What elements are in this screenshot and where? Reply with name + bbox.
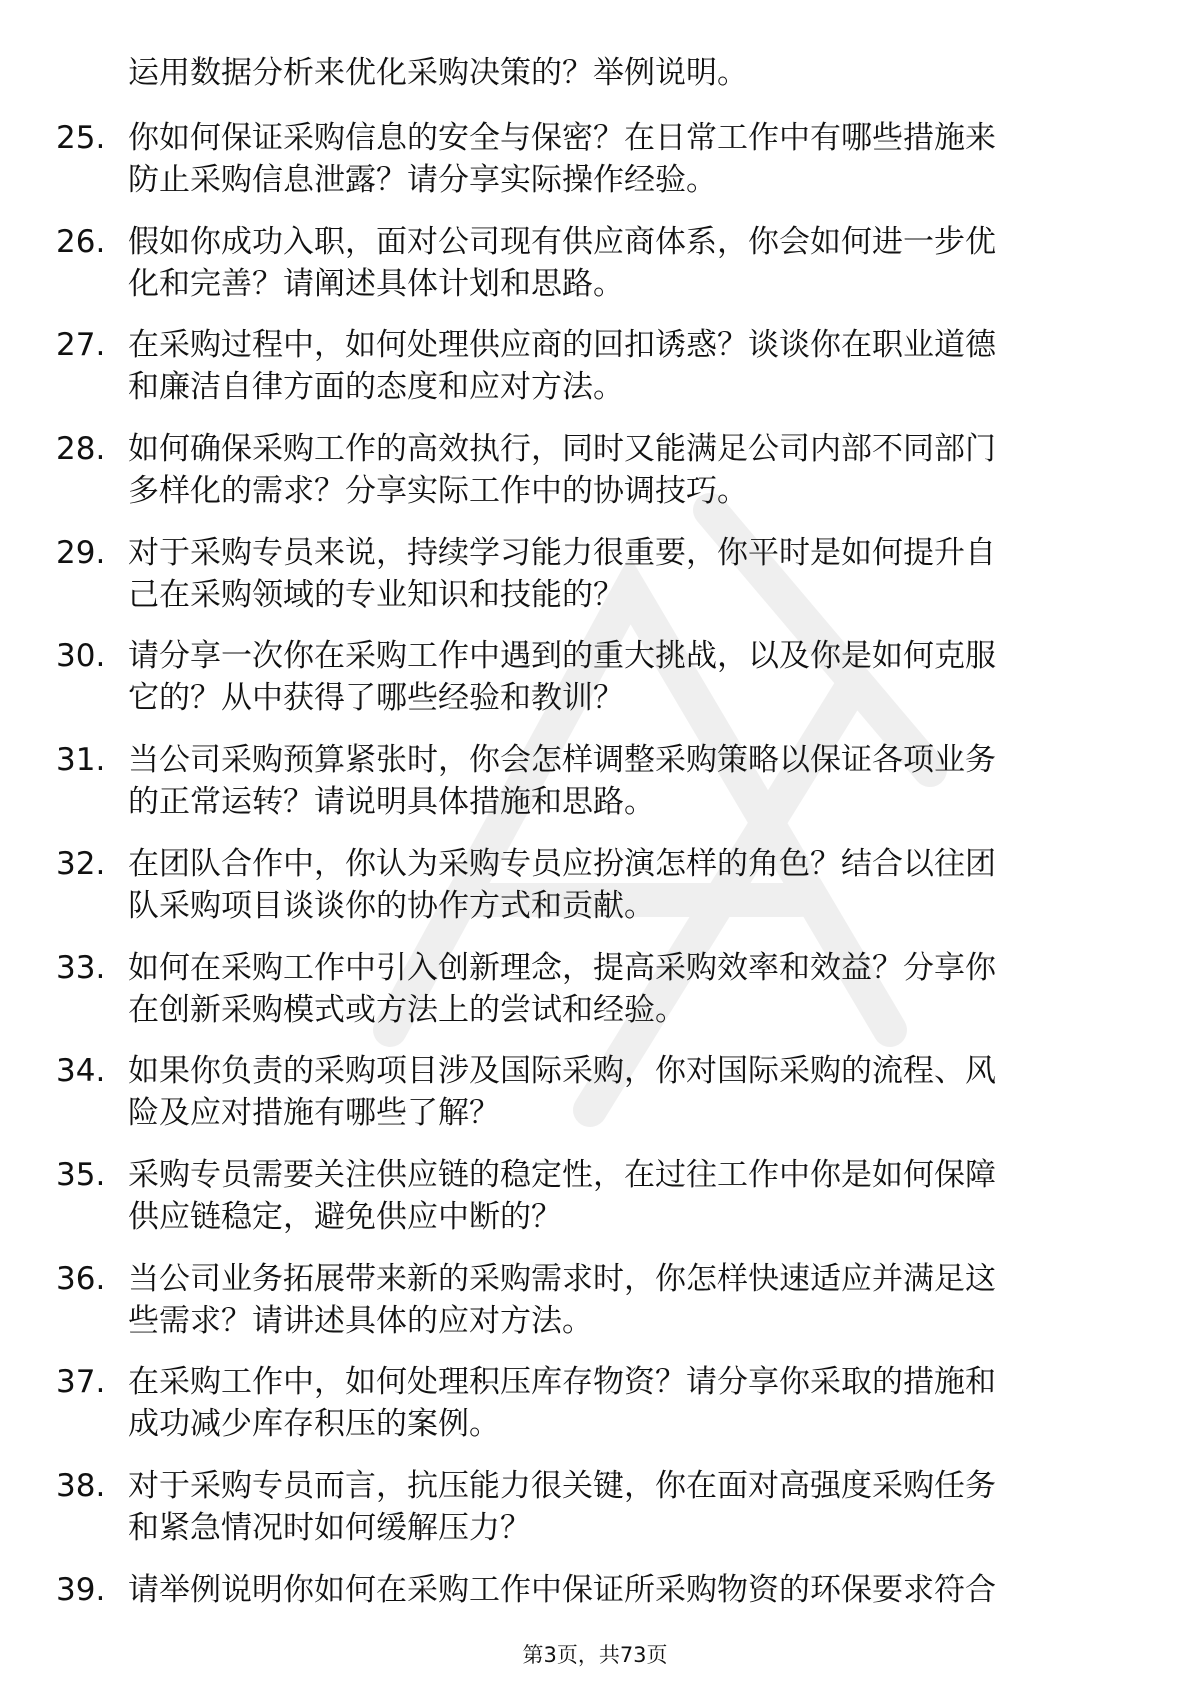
continued-question-text: 运用数据分析来优化采购决策的？举例说明。 — [128, 55, 748, 91]
question-list — [0, 117, 1190, 1672]
question-text-line: 在采购过程中，如何处理供应商的回扣诱惑？谈谈你在职业道德 — [128, 327, 996, 364]
question-number: 25. — [56, 120, 106, 156]
question-item — [0, 1258, 1190, 1362]
question-item — [0, 1050, 1190, 1154]
question-text — [128, 1050, 1113, 1134]
question-number: 32. — [56, 845, 106, 882]
question-text — [128, 843, 1113, 927]
question-text-line: 请分享一次你在采购工作中遇到的重大挑战，以及你是如何克服 — [128, 638, 996, 675]
question-text-line: 成功减少库存积压的案例。 — [128, 1406, 500, 1443]
question-text-line: 它的？从中获得了哪些经验和教训？ — [128, 680, 624, 717]
question-number: 33. — [56, 949, 106, 986]
question-text — [128, 1154, 1113, 1238]
question-number: 26. — [56, 223, 106, 260]
question-number: 37. — [56, 1364, 106, 1401]
question-text — [128, 1361, 1113, 1445]
question-text — [128, 221, 1113, 305]
question-text — [128, 739, 1113, 823]
question-text — [128, 117, 1113, 201]
question-item — [0, 843, 1190, 947]
question-item — [0, 1361, 1190, 1465]
question-text-line: 当公司业务拓展带来新的采购需求时，你怎样快速适应并满足这 — [128, 1260, 996, 1297]
question-text-line: 和紧急情况时如何缓解压力？ — [128, 1509, 531, 1546]
question-item — [0, 739, 1190, 843]
question-text — [128, 1465, 1113, 1549]
question-number: 39. — [56, 1571, 106, 1608]
question-number: 28. — [56, 431, 106, 468]
question-text-line: 供应链稳定，避免供应中断的？ — [128, 1198, 562, 1235]
question-text-line: 己在采购领域的专业知识和技能的？ — [128, 576, 624, 613]
question-item — [0, 1465, 1190, 1569]
question-text-line: 对于采购专员而言，抗压能力很关键，你在面对高强度采购任务 — [128, 1467, 996, 1504]
question-text-line: 如何在采购工作中引入创新理念，提高采购效率和效益？分享你 — [128, 949, 996, 986]
question-item — [0, 1154, 1190, 1258]
question-number: 34. — [56, 1053, 106, 1090]
question-item — [0, 221, 1190, 325]
question-text-line: 和廉洁自律方面的态度和应对方法。 — [128, 369, 624, 406]
question-number: 35. — [56, 1156, 106, 1193]
question-text-line: 在采购工作中，如何处理积压库存物资？请分享你采取的措施和 — [128, 1364, 996, 1401]
question-text-line: 采购专员需要关注供应链的稳定性，在过往工作中你是如何保障 — [128, 1156, 996, 1193]
question-text — [128, 1569, 1113, 1611]
question-item — [0, 947, 1190, 1051]
question-text-line: 当公司采购预算紧张时，你会怎样调整采购策略以保证各项业务 — [128, 742, 996, 779]
question-text-line: 险及应对措施有哪些了解？ — [128, 1095, 500, 1132]
question-text-line: 在团队合作中，你认为采购专员应扮演怎样的角色？结合以往团 — [128, 845, 996, 882]
question-text-line: 如何确保采购工作的高效执行，同时又能满足公司内部不同部门 — [128, 431, 996, 468]
question-number: 31. — [56, 742, 106, 779]
question-text — [128, 1258, 1113, 1342]
question-text-line: 请举例说明你如何在采购工作中保证所采购物资的环保要求符合 — [128, 1571, 996, 1608]
question-text-line: 队采购项目谈谈你的协作方式和贡献。 — [128, 887, 655, 924]
page-footer: 第3页，共73页 — [522, 1643, 668, 1667]
question-item — [0, 117, 1190, 221]
question-item — [0, 532, 1190, 636]
question-text-line: 如果你负责的采购项目涉及国际采购，你对国际采购的流程、风 — [128, 1053, 996, 1090]
question-text — [128, 428, 1113, 512]
question-text-line: 你如何保证采购信息的安全与保密？在日常工作中有哪些措施来 — [128, 120, 996, 156]
question-number: 30. — [56, 638, 106, 675]
question-text — [128, 532, 1113, 616]
question-text-line: 假如你成功入职，面对公司现有供应商体系，你会如何进一步优 — [128, 223, 996, 260]
question-number: 27. — [56, 327, 106, 364]
question-item — [0, 428, 1190, 532]
question-text-line: 防止采购信息泄露？请分享实际操作经验。 — [128, 162, 717, 198]
question-text-line: 的正常运转？请说明具体措施和思路。 — [128, 784, 655, 821]
question-text-line: 对于采购专员来说，持续学习能力很重要，你平时是如何提升自 — [128, 534, 996, 571]
question-number: 38. — [56, 1467, 106, 1504]
question-text — [128, 635, 1113, 719]
question-number: 29. — [56, 534, 106, 571]
question-item — [0, 324, 1190, 428]
question-text — [128, 947, 1113, 1031]
question-text-line: 多样化的需求？分享实际工作中的协调技巧。 — [128, 473, 748, 510]
question-item — [0, 635, 1190, 739]
question-text — [128, 324, 1113, 408]
question-text-line: 在创新采购模式或方法上的尝试和经验。 — [128, 991, 686, 1028]
question-number: 36. — [56, 1260, 106, 1297]
question-text-line: 些需求？请讲述具体的应对方法。 — [128, 1302, 593, 1339]
question-text-line: 化和完善？请阐述具体计划和思路。 — [128, 265, 624, 302]
